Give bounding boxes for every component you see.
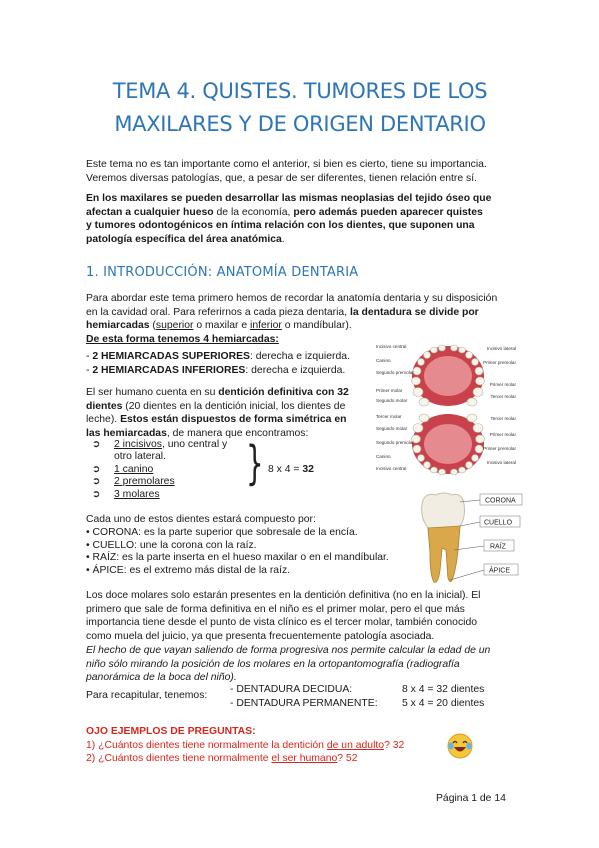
list-item xyxy=(92,450,262,462)
dent-line-1 xyxy=(86,386,366,400)
anat-mandibular: o mandíbular). xyxy=(281,320,352,332)
anat-line-2 xyxy=(86,306,516,320)
anat-line-1: Para abordar este tema primero hemos de recordar la anatomía dentaria y su disposición xyxy=(86,293,498,304)
list-item: • CORONA: es la parte superior que sobresale de la encía. xyxy=(86,526,358,538)
recap-cell: 5 x 4 = 20 dientes xyxy=(402,697,485,709)
key-bold-d: patología específica del área anatómica xyxy=(86,234,282,246)
mouth-label: Tercer molar xyxy=(490,416,516,421)
question-text: ? 32 xyxy=(384,739,405,751)
key-normal-b: de la economía, xyxy=(213,206,294,218)
title-line-2: MAXILARES Y DE ORIGEN DENTARIO xyxy=(114,112,486,136)
recap-label: Para recapitular, tenemos: xyxy=(86,690,208,701)
mouth-label: Canino xyxy=(376,358,391,363)
anat-paren: ( xyxy=(149,320,156,332)
intro-paragraph xyxy=(86,158,516,185)
section-heading: 1. INTRODUCCIÓN: ANATOMÍA DENTARIA xyxy=(86,265,359,280)
dent-text: , de manera que encontramos: xyxy=(166,428,309,440)
mouth-label: Primer premolar xyxy=(483,446,516,451)
hemi-inferior-label: 2 HEMIARCADAS INFERIORES xyxy=(92,364,246,376)
anat-normal: en la cavidad oral. Para referirnos a cada pieza dentaria, xyxy=(86,306,350,318)
mouth-label: Primer molar xyxy=(489,432,516,437)
mouth-label: Primer molar xyxy=(376,388,403,393)
mouth-label: Canino xyxy=(376,454,391,459)
molar-italic-line: panorámica de la boca del niño). xyxy=(86,672,237,684)
bullet-text: 1 canino xyxy=(114,463,154,475)
key-line-2 xyxy=(86,206,516,220)
molar-line: Los doce molares solo estarán presentes en la dentición definitiva (no en la inicial). El xyxy=(86,590,481,601)
formula-value: 32 xyxy=(302,464,314,475)
mouth-label: Incisivo central xyxy=(376,344,407,349)
anat-maxilar: o maxilar e xyxy=(193,320,251,332)
hemi-inferior-rest: : derecha e izquierda. xyxy=(245,364,346,376)
table-row xyxy=(230,683,484,697)
anatomy-paragraph xyxy=(86,292,516,347)
label-raiz: RAÍZ xyxy=(490,543,506,551)
page-title xyxy=(60,75,540,141)
label-corona: CORONA xyxy=(485,497,516,505)
anat-inferior: inferior xyxy=(250,320,282,332)
anat-superior: superior xyxy=(155,320,194,332)
mouth-label: Primer molar xyxy=(489,382,516,387)
laughing-emoji-icon xyxy=(446,732,474,760)
intro-line-2: Veremos diversas patologías, que, a pesar de ser diferentes, tienen relación entre sí. xyxy=(86,172,478,184)
page-number: Página 1 de 14 xyxy=(436,793,506,804)
molar-line: como muela del juicio, ya que presenta frecuentemente patología asociada. xyxy=(86,631,435,643)
hemiarcadas-list xyxy=(86,350,366,377)
recap-cell: 8 x 4 = 32 dientes xyxy=(402,684,485,695)
questions-block xyxy=(86,725,446,766)
arrow-right-icon: ➲ xyxy=(92,463,101,475)
list-item: • CUELLO: une la corona con la raíz. xyxy=(86,539,257,551)
hemi-dash: - xyxy=(86,364,93,376)
dent-bold: las hemiarcadas xyxy=(86,428,167,440)
right-brace-icon: } xyxy=(246,436,264,490)
mouth-label: Tercer molar xyxy=(490,394,516,399)
mouth-label: Incisivo lateral xyxy=(486,460,516,465)
key-paragraph xyxy=(86,192,516,247)
molar-line: importancia tiene desde el punto de vista clínico es el tercer molar, también conocido xyxy=(86,617,478,629)
list-item: • RAÍZ: es la parte inserta en el hueso maxilar o en el mandíbular. xyxy=(86,552,389,564)
mouth-label: Segundo molar xyxy=(376,426,408,431)
teeth-formula xyxy=(268,463,314,477)
mouth-diagram xyxy=(376,340,516,478)
hemi-dash: - xyxy=(86,351,93,362)
recap-cell: - DENTADURA DECIDUA: xyxy=(230,684,353,695)
tooth-parts-list xyxy=(86,513,416,577)
bullet-text: 3 molares xyxy=(114,488,160,500)
dent-text: El ser humano cuenta en su xyxy=(86,387,219,398)
mouth-label: Incisivo lateral xyxy=(486,346,516,351)
tooth-diagram xyxy=(414,490,524,590)
question-1 xyxy=(86,739,446,753)
table-row xyxy=(230,697,484,711)
question-2 xyxy=(86,752,446,766)
hemi-superior-rest: : derecha e izquierda. xyxy=(249,351,350,362)
mouth-label: Primer premolar xyxy=(483,360,516,365)
dentition-paragraph xyxy=(86,386,366,441)
anat-line-4: De esta forma tenemos 4 hemiarcadas: xyxy=(86,334,279,346)
questions-heading: OJO EJEMPLOS DE PREGUNTAS: xyxy=(86,726,256,737)
key-line-1: En los maxilares se pueden desarrollar las mismas neoplasias del tejido óseo que xyxy=(86,193,492,204)
recap-cell: - DENTADURA PERMANENTE: xyxy=(230,697,378,709)
molar-italic-line: niño sólo mirando la posición de los molares en la ortopantomografía (radiografía xyxy=(86,658,460,670)
dental-arch-illustration xyxy=(376,340,516,478)
list-item: • ÁPICE: es el extremo más distal de la raíz. xyxy=(86,565,291,577)
question-underlined: de un adulto xyxy=(326,739,385,751)
title-line-1: TEMA 4. QUISTES. TUMORES DE LOS xyxy=(112,79,488,103)
question-text: ? 52 xyxy=(337,753,358,765)
bullet-text: 2 incisivos xyxy=(114,439,162,450)
hemi-inferior xyxy=(86,364,366,378)
dent-text: (20 dientes en la dentición inicial, los dientes de xyxy=(122,400,346,412)
list-item xyxy=(92,463,262,475)
mouth-label: Segundo premolar xyxy=(376,370,414,375)
mouth-label: Tercer molar xyxy=(376,414,402,419)
list-item xyxy=(92,488,262,500)
anat-bold: la dentadura se divide por xyxy=(349,306,479,318)
formula-prefix: 8 x 4 = xyxy=(268,464,303,475)
dent-line-3 xyxy=(86,413,366,427)
bullet-rest: , uno central y xyxy=(161,439,228,450)
tooth-root xyxy=(428,526,460,582)
molar-paragraph xyxy=(86,589,516,685)
key-end: . xyxy=(281,234,285,246)
dent-bold: dentición definitiva con 32 xyxy=(218,387,349,398)
intro-line-1: Este tema no es tan importante como el anterior, si bien es cierto, tiene su importancia. xyxy=(86,159,487,170)
tooth-labels xyxy=(480,494,522,575)
dent-text: leche). xyxy=(86,414,121,426)
bullet-text: 2 premolares xyxy=(114,476,175,488)
molar-line: primero que sale de forma definitiva en el niño es el primer molar, pero el que más xyxy=(86,603,465,615)
emoji-svg xyxy=(446,732,474,760)
list-item xyxy=(92,475,262,487)
hemi-superior-label: 2 HEMIARCADAS SUPERIORES xyxy=(92,351,250,362)
list-item xyxy=(92,438,262,450)
arrow-right-icon: ➲ xyxy=(92,439,101,450)
dent-line-2 xyxy=(86,400,366,414)
bullet-rest: otro lateral. xyxy=(114,451,166,463)
upper-palate-inner xyxy=(424,356,472,396)
mouth-label: Incisivo central xyxy=(376,466,407,471)
key-bold-c: pero además pueden aparecer quistes xyxy=(293,206,483,218)
hemi-superior xyxy=(86,350,366,364)
arrow-right-icon: ➲ xyxy=(92,476,101,488)
label-apice: ÁPICE xyxy=(489,567,511,575)
question-text: 1) ¿Cuántos dientes tiene normalmente la dentición xyxy=(86,739,327,751)
dent-bold: dientes xyxy=(86,400,123,412)
anat-line-3 xyxy=(86,319,516,333)
mouth-label: Segundo molar xyxy=(376,398,408,403)
key-line-4 xyxy=(86,233,516,247)
key-bold-a: afectan a cualquier hueso xyxy=(86,206,214,218)
label-cuello: CUELLO xyxy=(484,519,513,527)
lower-floor-inner xyxy=(424,424,472,464)
tooth-anatomy-illustration xyxy=(414,490,524,590)
question-text: 2) ¿Cuántos dientes tiene normalmente xyxy=(86,753,272,765)
bite-gap xyxy=(406,406,490,414)
mouth-label: Segundo premolar xyxy=(376,440,414,445)
arrow-right-icon: ➲ xyxy=(92,488,101,500)
dent-bold: Estos están dispuestos de forma simétrica en xyxy=(120,414,347,426)
question-underlined: el ser humano xyxy=(271,753,338,765)
key-line-3: y tumores odontogénicos en íntima relación con los dientes, que suponen una xyxy=(86,220,475,232)
teeth-bullet-list xyxy=(92,438,262,500)
recap-table xyxy=(230,683,484,710)
parts-intro: Cada uno de estos dientes estará compuesto por: xyxy=(86,514,316,525)
anat-hemiarcadas: hemiarcadas xyxy=(86,320,150,332)
molar-italic-line: El hecho de que vayan saliendo de forma progresiva nos permite calcular la edad de un xyxy=(86,644,491,656)
